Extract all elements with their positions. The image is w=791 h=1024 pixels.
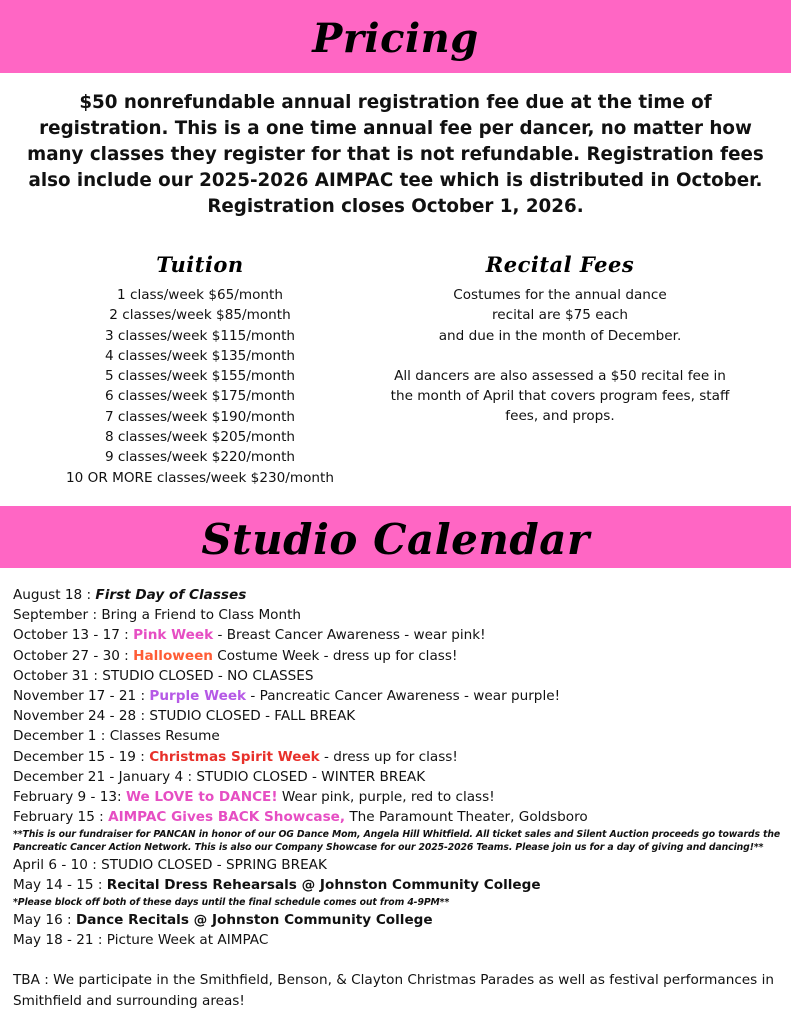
registration-line: also include our 2025-2026 AIMPAC tee which is distributed in October. [28, 170, 763, 191]
note-line: **This is our fundraiser for PANCAN in honor of our OG Dance Mom, Angela Hill Whitfield. All ticket sales and Silent Auction proceeds go towards the [13, 829, 781, 841]
event-date: November 17 - 21 : [13, 687, 150, 704]
event-date: December 15 - 19 : [13, 748, 150, 765]
registration-line: $50 nonrefundable annual registration fee due at the time of [79, 92, 712, 113]
event-text: Wear pink, purple, red to class! [277, 788, 495, 805]
event-text: - Pancreatic Cancer Awareness - wear purple! [246, 687, 561, 704]
event-date: May 14 - 15 : [13, 877, 107, 894]
costume-line: recital are $75 each [491, 307, 629, 324]
tba-line: Smithfield and surrounding areas! [13, 993, 245, 1009]
recital-fee-line: All dancers are also assessed a $50 recital fee in [394, 367, 726, 384]
event-date: October 31 : [13, 667, 103, 684]
event-date: August 18 : [13, 587, 96, 603]
registration-line: Registration closes October 1, 2026. [207, 196, 584, 217]
tuition-rate: 2 classes/week $85/month [109, 307, 291, 324]
note-line: *Please block off both of these days until the final schedule comes out from 4-9PM** [13, 896, 450, 908]
pricing-title: Pricing [312, 15, 479, 62]
event-text: Bring a Friend to Class Month [101, 607, 302, 624]
calendar-event [13, 646, 785, 666]
event-date: September : [13, 607, 102, 624]
event-highlight: Dance Recitals @ Johnston Community College [75, 911, 433, 928]
tuition-rate: 5 classes/week $155/month [104, 368, 296, 385]
event-text: The Paramount Theater, Goldsboro [345, 809, 588, 826]
calendar-event [13, 706, 785, 726]
registration-line: many classes they register for that is not refundable. Registration fees [27, 144, 764, 165]
tuition-rate: 6 classes/week $175/month [104, 388, 296, 405]
calendar-event [13, 767, 785, 787]
event-highlight: We LOVE to DANCE! [125, 788, 278, 805]
event-text: STUDIO CLOSED - SPRING BREAK [101, 857, 327, 874]
rehearsal-note [13, 896, 785, 909]
event-date: November 24 - 28 : [13, 708, 150, 725]
tuition-rate: 4 classes/week $135/month [104, 347, 296, 364]
calendar-event [13, 910, 785, 930]
tuition-rate: 3 classes/week $115/month [104, 327, 296, 344]
event-date: April 6 - 10 : [13, 857, 102, 874]
event-text: Picture Week at AIMPAC [106, 931, 269, 948]
spacer [370, 346, 750, 366]
calendar-event [13, 875, 785, 895]
event-highlight: Christmas Spirit Week [149, 748, 320, 765]
costume-line: and due in the month of December. [438, 327, 682, 344]
calendar-event [13, 625, 785, 645]
event-text: STUDIO CLOSED - NO CLASSES [102, 667, 314, 684]
calendar-event [13, 787, 785, 807]
registration-fee-text [10, 90, 781, 220]
event-date: October 27 - 30 : [13, 647, 134, 664]
event-text: STUDIO CLOSED - WINTER BREAK [196, 768, 426, 785]
registration-line: registration. This is a one time annual fee per dancer, no matter how [39, 118, 752, 139]
tuition-rates-list [40, 285, 360, 488]
event-highlight: AIMPAC Gives BACK Showcase, [108, 809, 346, 826]
recital-fee-line: fees, and props. [505, 408, 615, 425]
event-date: February 9 - 13: [13, 788, 126, 805]
calendar-event [13, 855, 785, 875]
showcase-note [13, 828, 785, 854]
event-text: - dress up for class! [319, 748, 458, 765]
calendar-list [13, 585, 785, 1012]
event-date: February 15 : [13, 809, 109, 826]
event-text: - Breast Cancer Awareness - wear pink! [213, 627, 486, 644]
recital-fees-title: Recital Fees [485, 252, 635, 277]
calendar-event [13, 585, 785, 605]
calendar-event [13, 686, 785, 706]
event-date: December 21 - January 4 : [13, 768, 197, 785]
event-highlight: First Day of Classes [95, 587, 247, 603]
tba-note [13, 970, 785, 1012]
event-date: May 18 - 21 : [13, 931, 107, 948]
calendar-event [13, 930, 785, 950]
tuition-rate: 1 class/week $65/month [117, 287, 283, 303]
calendar-title: Studio Calendar [201, 514, 590, 564]
calendar-event [13, 747, 785, 767]
event-date: October 13 - 17 : [13, 627, 134, 644]
event-text: Classes Resume [109, 728, 220, 745]
event-date: May 16 : [13, 911, 76, 928]
tuition-rate: 8 classes/week $205/month [104, 429, 296, 446]
note-line: Pancreatic Cancer Action Network. This is also our Company Showcase for our 2025-2026 Teams. Please join us for a day of giving and dancing!** [13, 842, 764, 854]
pricing-banner [0, 0, 791, 73]
costume-line: Costumes for the annual dance [453, 287, 667, 303]
tuition-rate: 9 classes/week $220/month [104, 449, 296, 466]
recital-fee-line: the month of April that covers program fees, staff [390, 388, 730, 405]
calendar-event [13, 666, 785, 686]
calendar-event [13, 807, 785, 827]
event-highlight: Purple Week [149, 687, 247, 704]
event-text: STUDIO CLOSED - FALL BREAK [149, 708, 356, 725]
event-highlight: Recital Dress Rehearsals @ Johnston Community College [106, 877, 541, 894]
tuition-rate: 7 classes/week $190/month [104, 408, 296, 425]
calendar-event [13, 605, 785, 625]
event-text: Costume Week - dress up for class! [212, 647, 458, 664]
event-date: December 1 : [13, 728, 110, 745]
tba-line: TBA : We participate in the Smithfield, Benson, & Clayton Christmas Parades as well as festival performances in [13, 972, 774, 988]
calendar-banner [0, 506, 791, 568]
tuition-title: Tuition [156, 252, 244, 277]
calendar-event [13, 726, 785, 746]
recital-fees-text [370, 285, 750, 427]
event-highlight: Halloween [133, 647, 213, 664]
event-highlight: Pink Week [133, 627, 214, 644]
tuition-rate: 10 OR MORE classes/week $230/month [66, 469, 334, 486]
